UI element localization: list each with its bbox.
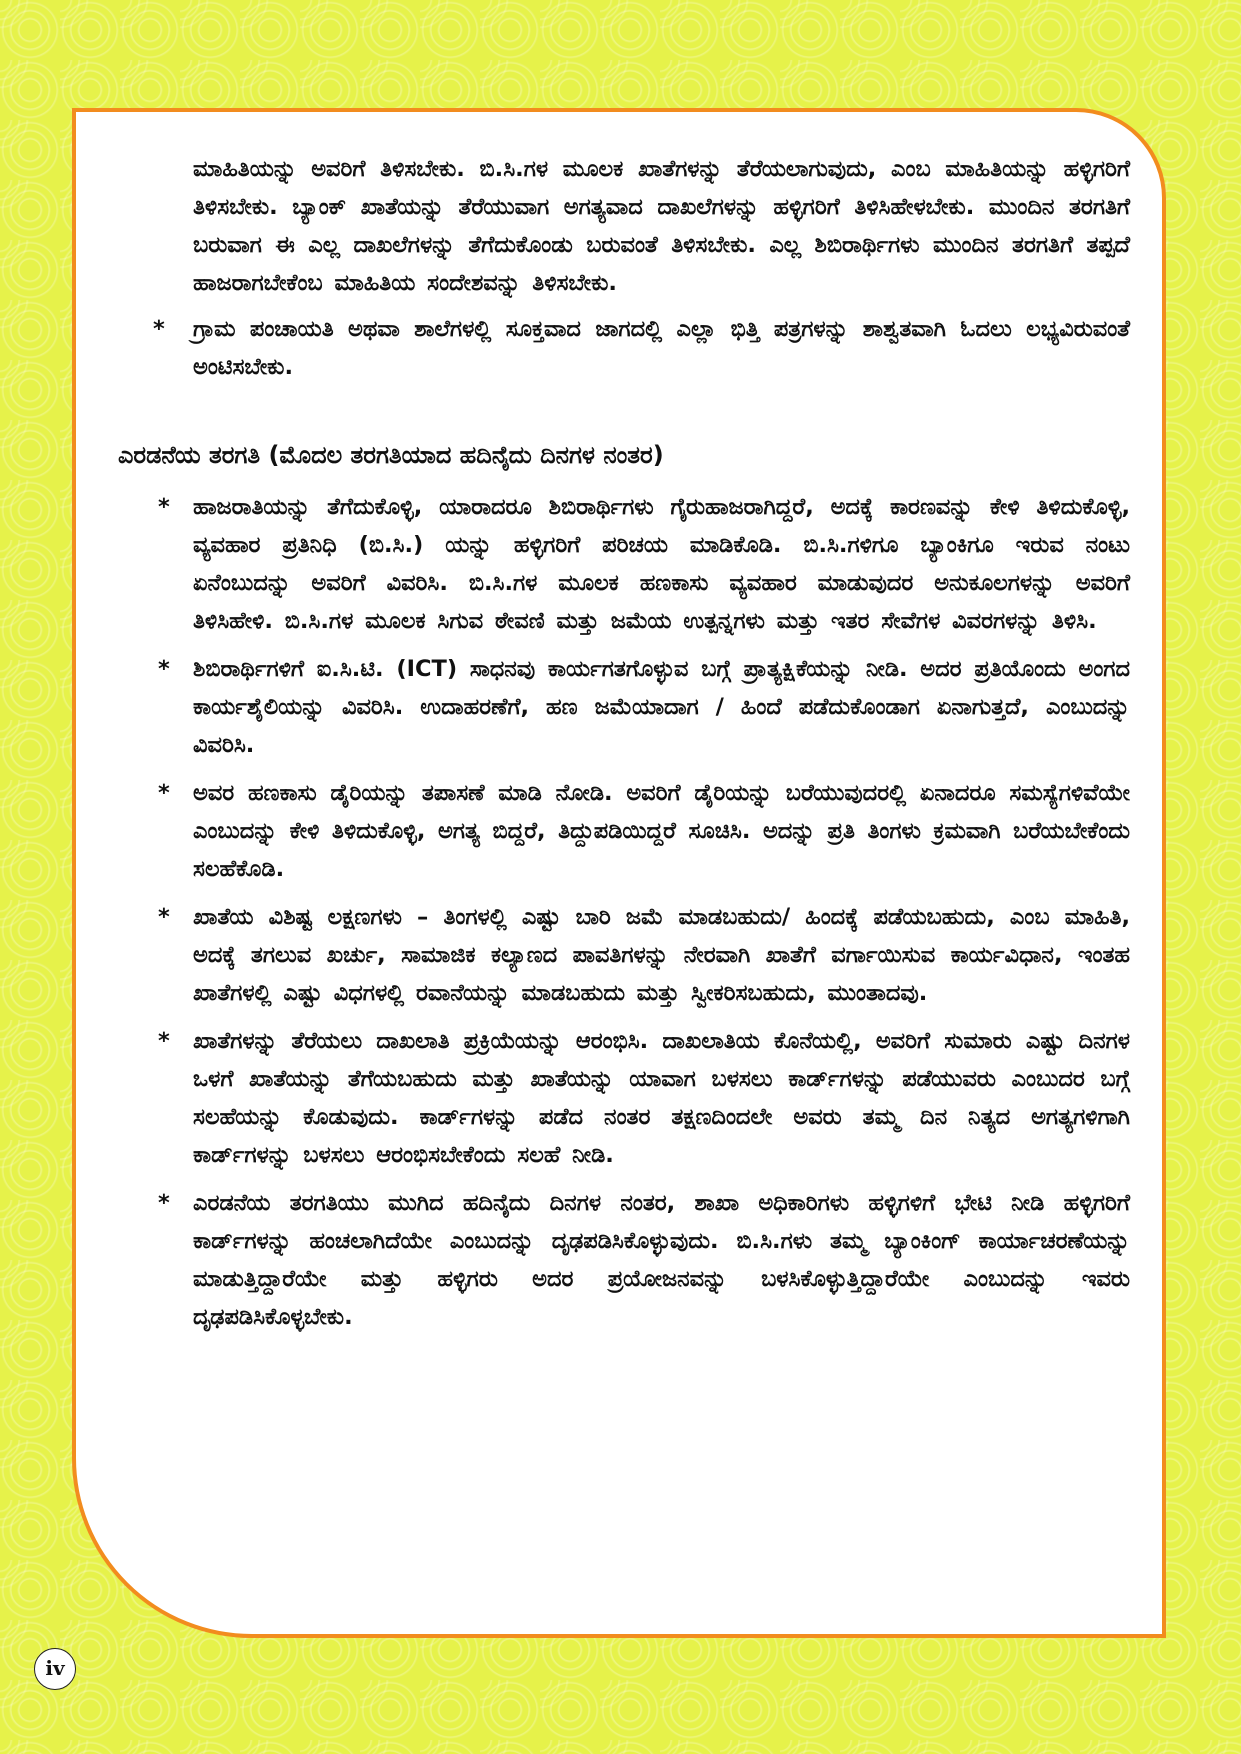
list-item [110,1022,1130,1174]
bullet-text: ಗ್ರಾಮ ಪಂಚಾಯತಿ ಅಥವಾ ಶಾಲೆಗಳಲ್ಲಿ ಸೂಕ್ತವಾದ ಜಾಗದಲ್ಲಿ ಎಲ್ಲಾ ಭಿತ್ತಿ ಪತ್ರಗಳನ್ನು ಶಾಶ್ವತವಾಗಿ ಓದಲು ಲಭ್ಯವಿರುವಂತೆ ಅಂಟಿಸಬೇಕು. [193,316,1130,380]
section-heading: ಎರಡನೆಯ ತರಗತಿ (ಮೊದಲ ತರಗತಿಯಾದ ಹದಿನೈದು ದಿನಗಳ ನಂತರ) [118,441,664,469]
bullet-text: ಎರಡನೆಯ ತರಗತಿಯು ಮುಗಿದ ಹದಿನೈದು ದಿನಗಳ ನಂತರ, ಶಾಖಾ ಅಧಿಕಾರಿಗಳು ಹಳ್ಳಿಗಳಿಗೆ ಭೇಟಿ ನೀಡಿ ಹಳ್ಳಿಗರಿಗೆ ಕಾರ್ಡ್‌ಗಳನ್ನು ಹಂಚಲಾಗಿದೆಯೇ ಎಂಬುದನ್ನು ದೃಢಪಡಿಸಿಕೊಳ್ಳುವುದು. ಬಿ.ಸಿ.ಗಳು ತಮ್ಮ ಬ್ಯಾಂಕಿಂಗ್ ಕಾರ್ಯಾಚರಣೆಯನ್ನು ಮಾಡುತ್ತಿದ್ದಾರೆಯೇ ಮತ್ತು ಹಳ್ಳಿಗರು ಅದರ ಪ್ರಯೋಜನವನ್ನು ಬಳಸಿಕೊಳ್ಳುತ್ತಿದ್ದಾರೆಯೇ ಎಂಬುದನ್ನು ಇವರು ದೃಢಪಡಿಸಿಕೊಳ್ಳಬೇಕು. [193,1190,1130,1330]
list-item [110,1184,1130,1336]
asterisk-bullet-icon: * [158,1190,170,1216]
list-item [110,774,1130,888]
page-number: iv [34,1648,76,1690]
continuation-paragraph: ಮಾಹಿತಿಯನ್ನು ಅವರಿಗೆ ತಿಳಿಸಬೇಕು. ಬಿ.ಸಿ.ಗಳ ಮೂಲಕ ಖಾತೆಗಳನ್ನು ತೆರೆಯಲಾಗುವುದು, ಎಂಬ ಮಾಹಿತಿಯನ್ನು ಹಳ್ಳಿಗರಿಗೆ ತಿಳಿಸಬೇಕು. ಬ್ಯಾಂಕ್ ಖಾತೆಯನ್ನು ತೆರೆಯುವಾಗ ಅಗತ್ಯವಾದ ದಾಖಲೆಗಳನ್ನು ಹಳ್ಳಿಗರಿಗೆ ತಿಳಿಸಿಹೇಳಬೇಕು. ಮುಂದಿನ ತರಗತಿಗೆ ಬರುವಾಗ ಈ ಎಲ್ಲ ದಾಖಲೆಗಳನ್ನು ತೆಗೆದುಕೊಂಡು ಬರುವಂತೆ ತಿಳಿಸಬೇಕು. ಎಲ್ಲ ಶಿಬಿರಾರ್ಥಿಗಳು ಮುಂದಿನ ತರಗತಿಗೆ ತಪ್ಪದೆ ಹಾಜರಾಗಬೇಕೆಂಬ ಮಾಹಿತಿಯ ಸಂದೇಶವನ್ನು ತಿಳಿಸಬೇಕು. [193,156,1130,296]
page-content [110,150,1130,1346]
second-class-bullet-list [110,488,1130,1336]
list-item [110,898,1130,1012]
bullet-text: ಶಿಬಿರಾರ್ಥಿಗಳಿಗೆ ಐ.ಸಿ.ಟಿ. (ICT) ಸಾಧನವು ಕಾರ್ಯಗತಗೊಳ್ಳುವ ಬಗ್ಗೆ ಪ್ರಾತ್ಯಕ್ಷಿಕೆಯನ್ನು ನೀಡಿ. ಅದರ ಪ್ರತಿಯೊಂದು ಅಂಗದ ಕಾರ್ಯಶೈಲಿಯನ್ನು ವಿವರಿಸಿ. ಉದಾಹರಣೆಗೆ, ಹಣ ಜಮೆಯಾದಾಗ / ಹಿಂದೆ ಪಡೆದುಕೊಂಡಾಗ ಏನಾಗುತ್ತದೆ, ಎಂಬುದನ್ನು ವಿವರಿಸಿ. [193,656,1130,758]
bullet-text: ಹಾಜರಾತಿಯನ್ನು ತೆಗೆದುಕೊಳ್ಳಿ, ಯಾರಾದರೂ ಶಿಬಿರಾರ್ಥಿಗಳು ಗೈರುಹಾಜರಾಗಿದ್ದರೆ, ಅದಕ್ಕೆ ಕಾರಣವನ್ನು ಕೇಳಿ ತಿಳಿದುಕೊಳ್ಳಿ, ವ್ಯವಹಾರ ಪ್ರತಿನಿಧಿ (ಬಿ.ಸಿ.) ಯನ್ನು ಹಳ್ಳಿಗರಿಗೆ ಪರಿಚಯ ಮಾಡಿಕೊಡಿ. ಬಿ.ಸಿ.ಗಳಿಗೂ ಬ್ಯಾಂಕಿಗೂ ಇರುವ ನಂಟು ಏನೆಂಬುದನ್ನು ಅವರಿಗೆ ವಿವರಿಸಿ. ಬಿ.ಸಿ.ಗಳ ಮೂಲಕ ಹಣಕಾಸು ವ್ಯವಹಾರ ಮಾಡುವುದರ ಅನುಕೂಲಗಳನ್ನು ಅವರಿಗೆ ತಿಳಿಸಿಹೇಳಿ. ಬಿ.ಸಿ.ಗಳ ಮೂಲಕ ಸಿಗುವ ಠೇವಣಿ ಮತ್ತು ಜಮೆಯ ಉತ್ಪನ್ನಗಳು ಮತ್ತು ಇತರ ಸೇವೆಗಳ ವಿವರಗಳನ್ನು ತಿಳಿಸಿ. [193,494,1130,634]
bullet-text: ಖಾತೆಗಳನ್ನು ತೆರೆಯಲು ದಾಖಲಾತಿ ಪ್ರಕ್ರಿಯೆಯನ್ನು ಆರಂಭಿಸಿ. ದಾಖಲಾತಿಯ ಕೊನೆಯಲ್ಲಿ, ಅವರಿಗೆ ಸುಮಾರು ಎಷ್ಟು ದಿನಗಳ ಒಳಗೆ ಖಾತೆಯನ್ನು ತೆಗೆಯಬಹುದು ಮತ್ತು ಖಾತೆಯನ್ನು ಯಾವಾಗ ಬಳಸಲು ಕಾರ್ಡ್‌ಗಳನ್ನು ಪಡೆಯುವರು ಎಂಬುದರ ಬಗ್ಗೆ ಸಲಹೆಯನ್ನು ಕೊಡುವುದು. ಕಾರ್ಡ್‌ಗಳನ್ನು ಪಡೆದ ನಂತರ ತಕ್ಷಣದಿಂದಲೇ ಅವರು ತಮ್ಮ ದಿನ ನಿತ್ಯದ ಅಗತ್ಯಗಳಿಗಾಗಿ ಕಾರ್ಡ್‌ಗಳನ್ನು ಬಳಸಲು ಆರಂಭಿಸಬೇಕೆಂದು ಸಲಹೆ ನೀಡಿ. [193,1028,1130,1168]
asterisk-bullet-icon: * [153,316,165,342]
asterisk-bullet-icon: * [158,780,170,806]
asterisk-bullet-icon: * [158,1028,170,1054]
list-item [110,488,1130,640]
asterisk-bullet-icon: * [158,656,170,682]
first-bullet-list [110,310,1130,386]
bullet-text: ಖಾತೆಯ ವಿಶಿಷ್ಟ ಲಕ್ಷಣಗಳು – ತಿಂಗಳಲ್ಲಿ ಎಷ್ಟು ಬಾರಿ ಜಮೆ ಮಾಡಬಹುದು/ ಹಿಂದಕ್ಕೆ ಪಡೆಯಬಹುದು, ಎಂಬ ಮಾಹಿತಿ, ಅದಕ್ಕೆ ತಗಲುವ ಖರ್ಚು, ಸಾಮಾಜಿಕ ಕಲ್ಯಾಣದ ಪಾವತಿಗಳನ್ನು ನೇರವಾಗಿ ಖಾತೆಗೆ ವರ್ಗಾಯಿಸುವ ಕಾರ್ಯವಿಧಾನ, ಇಂತಹ ಖಾತೆಗಳಲ್ಲಿ ಎಷ್ಟು ವಿಧಗಳಲ್ಲಿ ರವಾನೆಯನ್ನು ಮಾಡಬಹುದು ಮತ್ತು ಸ್ವೀಕರಿಸಬಹುದು, ಮುಂತಾದವು. [193,904,1130,1006]
asterisk-bullet-icon: * [158,494,170,520]
list-item [110,650,1130,764]
asterisk-bullet-icon: * [158,904,170,930]
bullet-text: ಅವರ ಹಣಕಾಸು ಡೈರಿಯನ್ನು ತಪಾಸಣೆ ಮಾಡಿ ನೋಡಿ. ಅವರಿಗೆ ಡೈರಿಯನ್ನು ಬರೆಯುವುದರಲ್ಲಿ ಏನಾದರೂ ಸಮಸ್ಯೆಗಳಿವೆಯೇ ಎಂಬುದನ್ನು ಕೇಳಿ ತಿಳಿದುಕೊಳ್ಳಿ, ಅಗತ್ಯ ಬಿದ್ದರೆ, ತಿದ್ದುಪಡಿಯಿದ್ದರೆ ಸೂಚಿಸಿ. ಅದನ್ನು ಪ್ರತಿ ತಿಂಗಳು ಕ್ರಮವಾಗಿ ಬರೆಯಬೇಕೆಂದು ಸಲಹೆಕೊಡಿ. [193,780,1130,882]
list-item [110,310,1130,386]
